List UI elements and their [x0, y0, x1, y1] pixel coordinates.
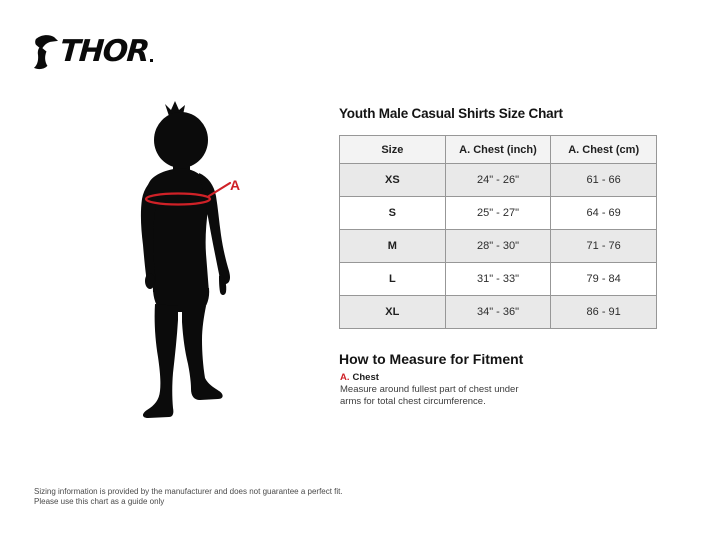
- header-chest-inch: A. Chest (inch): [445, 136, 551, 164]
- table-row: [340, 197, 657, 230]
- size-cell: XL: [340, 296, 446, 329]
- thor-goat-icon: [33, 33, 58, 70]
- chest-inch-cell: 24" - 26": [445, 164, 551, 197]
- trademark-dot: [150, 59, 153, 62]
- size-cell: L: [340, 263, 446, 296]
- measure-item-title: [340, 372, 379, 383]
- measure-item-label: Chest: [352, 372, 379, 383]
- disclaimer-line-1: Sizing information is provided by the manufacturer and does not guarantee a perfect fit.: [34, 487, 343, 496]
- brand-name: THOR: [58, 33, 150, 69]
- chest-cm-cell: 71 - 76: [551, 230, 657, 263]
- size-cell: S: [340, 197, 446, 230]
- chest-cm-cell: 64 - 69: [551, 197, 657, 230]
- table-row: [340, 164, 657, 197]
- chest-inch-cell: 31" - 33": [445, 263, 551, 296]
- thor-logo: [33, 33, 153, 70]
- size-chart-table: [339, 135, 657, 329]
- table-row: [340, 263, 657, 296]
- chest-inch-cell: 34" - 36": [445, 296, 551, 329]
- child-silhouette-figure: [131, 94, 249, 428]
- measure-item-key: A.: [340, 372, 350, 383]
- measure-description-line-1: Measure around fullest part of chest under: [340, 384, 519, 395]
- header-size: Size: [340, 136, 446, 164]
- header-chest-cm: A. Chest (cm): [551, 136, 657, 164]
- chest-inch-cell: 28" - 30": [445, 230, 551, 263]
- size-chart-title: Youth Male Casual Shirts Size Chart: [339, 106, 563, 121]
- size-cell: M: [340, 230, 446, 263]
- child-silhouette: [141, 101, 230, 418]
- table-row: [340, 296, 657, 329]
- sizing-disclaimer: [34, 487, 343, 507]
- chest-cm-cell: 79 - 84: [551, 263, 657, 296]
- measure-description-line-2: arms for total chest circumference.: [340, 395, 486, 407]
- chest-inch-cell: 25" - 27": [445, 197, 551, 230]
- measure-point-label: A: [230, 177, 241, 193]
- how-to-measure-heading: How to Measure for Fitment: [339, 351, 524, 367]
- table-header-row: [340, 136, 657, 164]
- size-cell: XS: [340, 164, 446, 197]
- measure-item-description: [340, 384, 560, 407]
- chest-cm-cell: 61 - 66: [551, 164, 657, 197]
- chest-cm-cell: 86 - 91: [551, 296, 657, 329]
- table-row: [340, 230, 657, 263]
- disclaimer-line-2: Please use this chart as a guide only: [34, 497, 165, 506]
